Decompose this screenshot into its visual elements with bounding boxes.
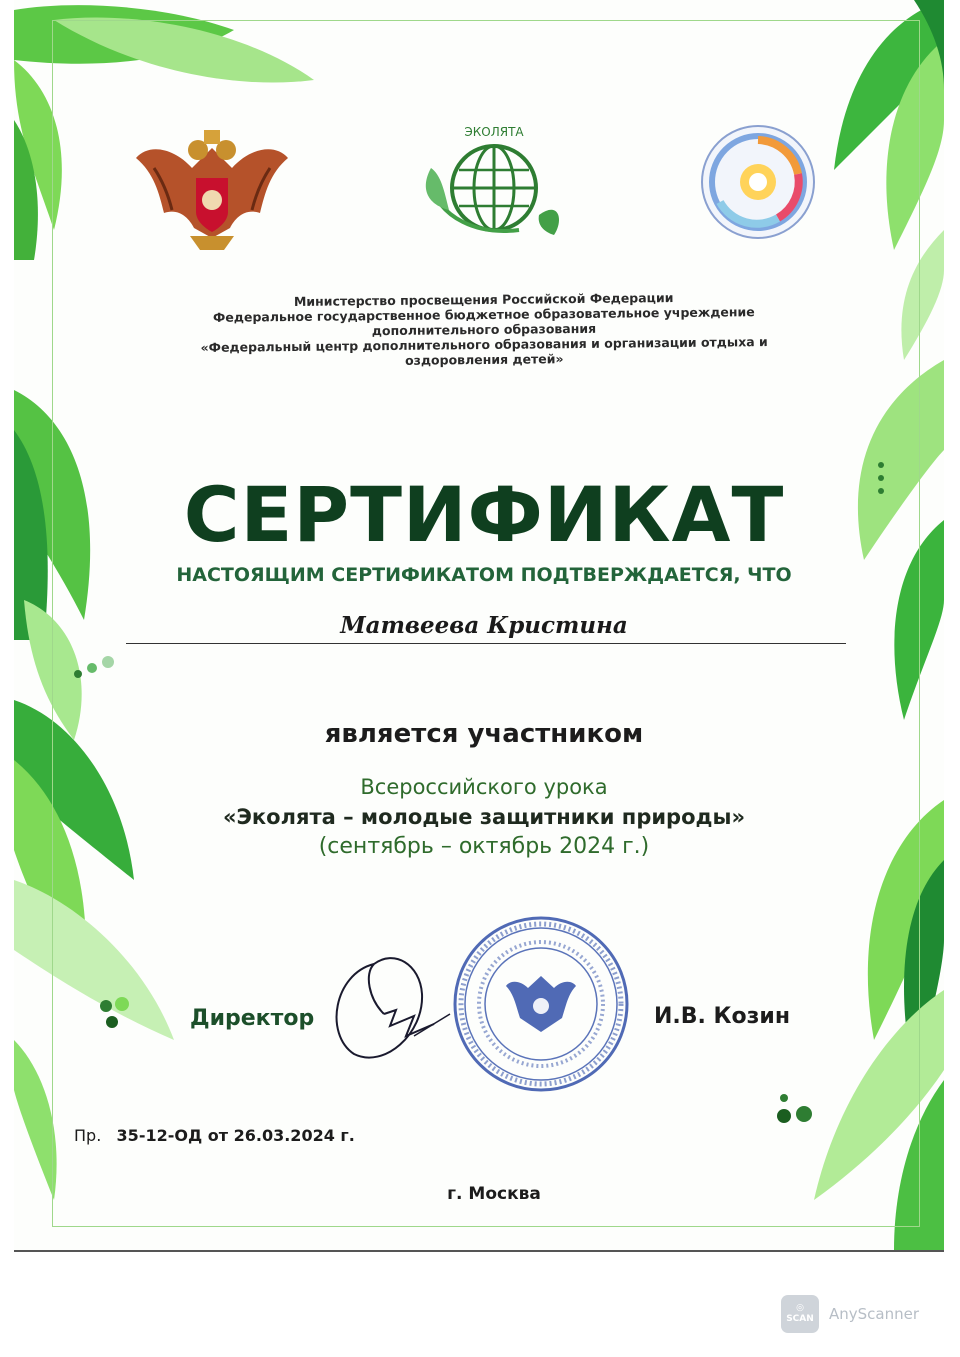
certificate-sheet: [14, 0, 944, 1250]
certificate-subtitle: НАСТОЯЩИМ СЕРТИФИКАТОМ ПОДТВЕРЖДАЕТСЯ, ЧТО: [176, 564, 792, 586]
event-line-3: (сентябрь – октябрь 2024 г.): [318, 834, 650, 859]
globe-leaves-icon: [419, 120, 569, 250]
org-line: оздоровления детей»: [404, 351, 564, 368]
city: г. Москва: [447, 1184, 541, 1204]
svg-text:ЭКОЛЯТА: ЭКОЛЯТА: [464, 125, 524, 139]
circular-rainbow-logo-icon: [698, 122, 818, 242]
decorative-dots-icon: [874, 460, 888, 500]
org-line: Федеральное государственное бюджетное образовательное учреждение: [212, 304, 755, 325]
director-name: И.В. Козин: [654, 1004, 791, 1029]
recipient-name: Матвеева Кристина: [340, 612, 628, 639]
participant-status: является участником: [324, 719, 644, 749]
name-underline: [126, 643, 846, 644]
order-reference: [74, 1126, 355, 1145]
event-line-1: Всероссийского урока: [360, 775, 608, 799]
org-line: «Федеральный центр дополнительного образования и организации отдыха и: [200, 334, 768, 355]
decorative-dots-icon: [96, 994, 136, 1034]
official-seal-icon: [446, 914, 636, 1094]
event-line-2: «Эколята – молодые защитники природы»: [222, 805, 746, 829]
organization-header: [104, 288, 865, 371]
scanner-watermark: [781, 1295, 919, 1333]
scanner-label: AnyScanner: [829, 1305, 920, 1323]
director-label: Директор: [190, 1006, 315, 1031]
scan-badge-symbol: ◎: [796, 1303, 804, 1313]
order-number: 35-12-ОД от 26.03.2024 г.: [116, 1126, 355, 1145]
eagle-emblem-icon: [134, 128, 290, 254]
decorative-dots-icon: [70, 652, 130, 682]
scan-badge-icon: [781, 1295, 819, 1333]
order-prefix: Пр.: [74, 1126, 102, 1145]
org-line: дополнительного образования: [371, 320, 597, 339]
page-edge: [14, 1250, 944, 1252]
handwritten-signature-icon: [314, 944, 454, 1064]
scan-badge-text: SCAN: [786, 1314, 814, 1324]
decorative-dots-icon: [770, 1090, 820, 1130]
certificate-title: СЕРТИФИКАТ: [183, 470, 785, 559]
org-line: Министерство просвещения Российской Федерации: [293, 290, 674, 309]
